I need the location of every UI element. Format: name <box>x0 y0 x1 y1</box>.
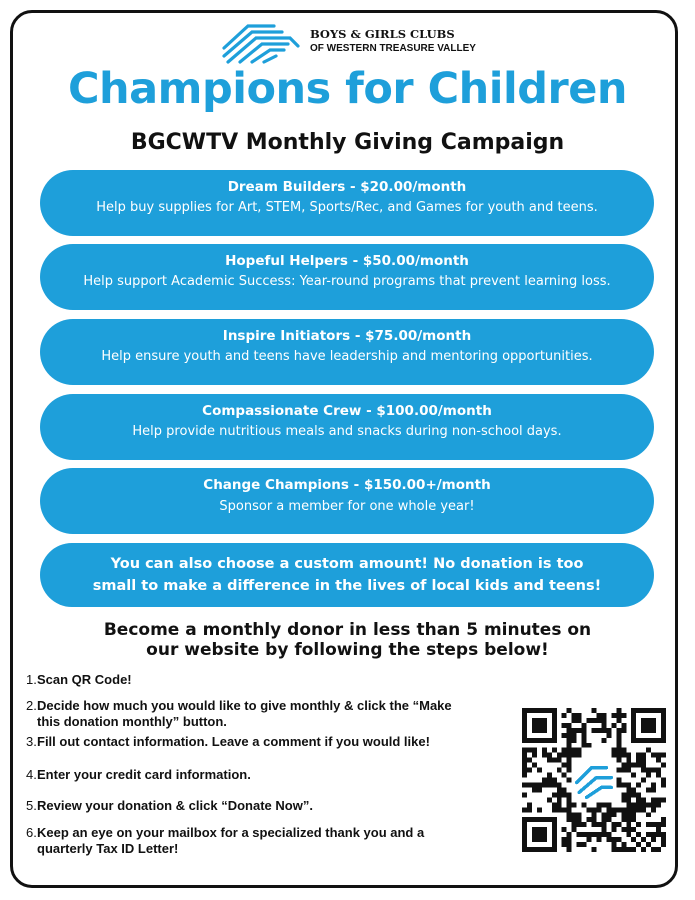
page-subtitle: BGCWTV Monthly Giving Campaign <box>130 130 565 155</box>
tier-name: Compassionate Crew - $100.00/month <box>202 403 492 419</box>
tier-name: Inspire Initiators - $75.00/month <box>222 328 472 344</box>
org-logo <box>218 18 508 66</box>
tier-inspire-initiators <box>40 319 654 385</box>
custom-line: small to make a difference in the lives of local kids and teens! <box>92 578 602 594</box>
custom-line: You can also choose a custom amount! No donation is too <box>110 556 584 572</box>
cta-line: our website by following the steps below! <box>146 640 549 660</box>
step-number: 4. <box>26 767 37 782</box>
step-text: Decide how much you would like to give monthly & click the “Make <box>37 698 452 713</box>
tier-name: Hopeful Helpers - $50.00/month <box>225 253 469 269</box>
call-to-action <box>0 620 695 660</box>
tier-dream-builders <box>40 170 654 236</box>
tier-description: Help buy supplies for Art, STEM, Sports/Rec, and Games for youth and teens. <box>96 200 598 215</box>
tier-name: Change Champions - $150.00+/month <box>203 477 491 493</box>
step-text: quarterly Tax ID Letter! <box>37 841 179 856</box>
tier-description: Help support Academic Success: Year-round programs that prevent learning loss. <box>83 274 611 289</box>
step-number: 5. <box>26 798 37 813</box>
step-number: 1. <box>26 672 37 687</box>
page-title: Champions for Children <box>67 64 628 114</box>
org-name: BOYS & GIRLS CLUBS <box>310 27 455 41</box>
step-text: Scan QR Code! <box>37 672 132 687</box>
step-number: 2. <box>26 698 37 713</box>
step-text: Keep an eye on your mailbox for a specialized thank you and a <box>37 825 425 840</box>
tier-compassionate-crew <box>40 394 654 460</box>
step-text: Enter your credit card information. <box>37 767 251 782</box>
step-number: 3. <box>26 734 37 749</box>
org-region: OF WESTERN TREASURE VALLEY <box>310 43 476 54</box>
tier-change-champions <box>40 468 654 534</box>
hands-logo-icon <box>218 18 304 66</box>
tier-description: Help provide nutritious meals and snacks during non-school days. <box>132 424 562 439</box>
custom-amount-banner <box>40 543 654 607</box>
step-text: Review your donation & click “Donate Now”. <box>37 798 313 813</box>
qr-code[interactable] <box>522 708 666 852</box>
cta-line: Become a monthly donor in less than 5 minutes on <box>103 620 592 640</box>
step-number: 6. <box>26 825 37 840</box>
tier-description: Sponsor a member for one whole year! <box>219 499 475 514</box>
qr-code-icon[interactable] <box>522 708 666 852</box>
tier-name: Dream Builders - $20.00/month <box>227 179 467 195</box>
tier-hopeful-helpers <box>40 244 654 310</box>
tier-description: Help ensure youth and teens have leadership and mentoring opportunities. <box>101 349 593 364</box>
step-text: Fill out contact information. Leave a comment if you would like! <box>37 734 430 749</box>
step-text: this donation monthly” button. <box>37 714 227 729</box>
